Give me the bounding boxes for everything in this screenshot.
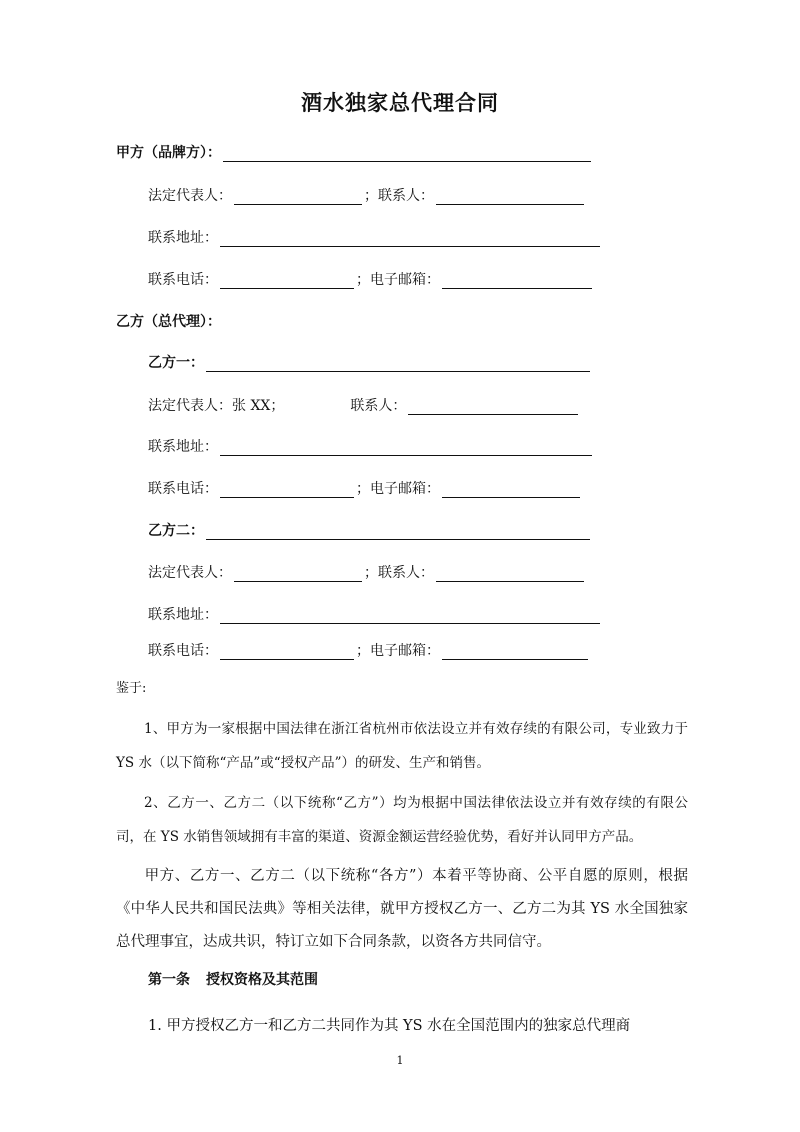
- party-b2-address-line: [148, 603, 602, 627]
- party-b1-phone-blank[interactable]: [220, 480, 354, 498]
- party-b1-address-label: 联系地址：: [148, 439, 218, 455]
- party-b2-address-blank[interactable]: [220, 606, 600, 624]
- agreement-paragraph: [116, 860, 688, 959]
- party-a-address-blank[interactable]: [220, 229, 600, 247]
- recitals-heading-line: [116, 677, 146, 701]
- party-b2-email-label: ；电子邮箱：: [356, 643, 440, 659]
- article-1-clause-1: 1. 甲方授权乙方一和乙方二共同作为其 YS 水在全国范围内的独家总代理商: [148, 1018, 631, 1034]
- party-b2-name-blank[interactable]: [206, 522, 590, 540]
- party-a-address-line: [148, 226, 602, 250]
- party-b1-representative-label: 法定代表人：张 XX；: [148, 398, 285, 414]
- recitals-heading: 鉴于:: [116, 681, 147, 696]
- party-b1-contact-blank[interactable]: [408, 397, 578, 415]
- article-1-number: 第一条: [148, 972, 190, 988]
- recital-1: [116, 712, 688, 780]
- article-1-heading: [148, 968, 318, 992]
- party-b2-representative-label: 法定代表人：: [148, 565, 232, 581]
- party-a-phone-blank[interactable]: [220, 271, 354, 289]
- party-b-heading: 乙方（总代理）：: [116, 314, 221, 330]
- document-title: 酒水独家总代理合同: [301, 90, 499, 115]
- party-b1-phone-line: [148, 477, 582, 501]
- party-a-phone-line: [148, 268, 594, 292]
- party-a-contact-blank[interactable]: [436, 187, 584, 205]
- party-b2-representative-line: [148, 561, 586, 585]
- party-b2-email-blank[interactable]: [442, 642, 588, 660]
- party-b2-line: [148, 519, 592, 543]
- party-b2-contact-blank[interactable]: [436, 564, 584, 582]
- party-a-heading: 甲方（品牌方）：: [116, 145, 221, 161]
- party-a-line: [116, 141, 593, 165]
- party-a-name-blank[interactable]: [223, 144, 591, 162]
- page-number: 1: [396, 1054, 404, 1067]
- party-a-email-blank[interactable]: [442, 271, 592, 289]
- party-a-representative-line: [148, 184, 586, 208]
- party-b1-phone-label: 联系电话：: [148, 481, 218, 497]
- party-b-line: [116, 310, 221, 334]
- party-a-representative-label: 法定代表人：: [148, 188, 232, 204]
- party-b2-address-label: 联系地址：: [148, 607, 218, 623]
- party-a-contact-label: ；联系人：: [364, 188, 434, 204]
- article-1-title: 授权资格及其范围: [206, 972, 318, 988]
- party-b1-line: [148, 351, 592, 375]
- party-b2-phone-blank[interactable]: [220, 642, 354, 660]
- recital-1-text: 1、甲方为一家根据中国法律在浙江省杭州市依法设立并有效存续的有限公司，专业致力于 YS 水（以下简称“产品”或“授权产品”）的研发、生产和销售。: [116, 721, 688, 771]
- recital-2-text: 2、乙方一、乙方二（以下统称“乙方”）均为根据中国法律依法设立并有效存续的有限公司，在 YS 水销售领域拥有丰富的渠道、资源金额运营经验优势，看好并认同甲方产品。: [116, 795, 688, 845]
- party-b1-contact-label: 联系人：: [350, 398, 407, 414]
- party-b1-heading: 乙方一：: [148, 355, 204, 371]
- party-b2-contact-label: ；联系人：: [364, 565, 434, 581]
- recital-2: [116, 786, 688, 854]
- agreement-text: 甲方、乙方一、乙方二（以下统称“各方”）本着平等协商、公平自愿的原则，根据《中华人民共和国民法典》等相关法律，就甲方授权乙方一、乙方二为其 YS 水全国独家总代理事宜，达成共识，特订立如下合同条款，以资各方共同信守。: [116, 868, 688, 950]
- party-b2-phone-label: 联系电话：: [148, 643, 218, 659]
- party-b2-heading: 乙方二：: [148, 523, 204, 539]
- party-b1-address-line: [148, 435, 594, 459]
- party-b1-representative-line: [148, 394, 580, 418]
- party-a-phone-label: 联系电话：: [148, 272, 218, 288]
- party-b1-address-blank[interactable]: [220, 438, 592, 456]
- party-b1-email-blank[interactable]: [442, 480, 580, 498]
- party-a-representative-blank[interactable]: [234, 187, 362, 205]
- party-b1-email-label: ；电子邮箱：: [356, 481, 440, 497]
- party-b2-representative-blank[interactable]: [234, 564, 362, 582]
- party-a-address-label: 联系地址：: [148, 230, 218, 246]
- party-b1-name-blank[interactable]: [206, 354, 590, 372]
- party-b2-phone-line: [148, 639, 590, 663]
- party-a-email-label: ；电子邮箱：: [356, 272, 440, 288]
